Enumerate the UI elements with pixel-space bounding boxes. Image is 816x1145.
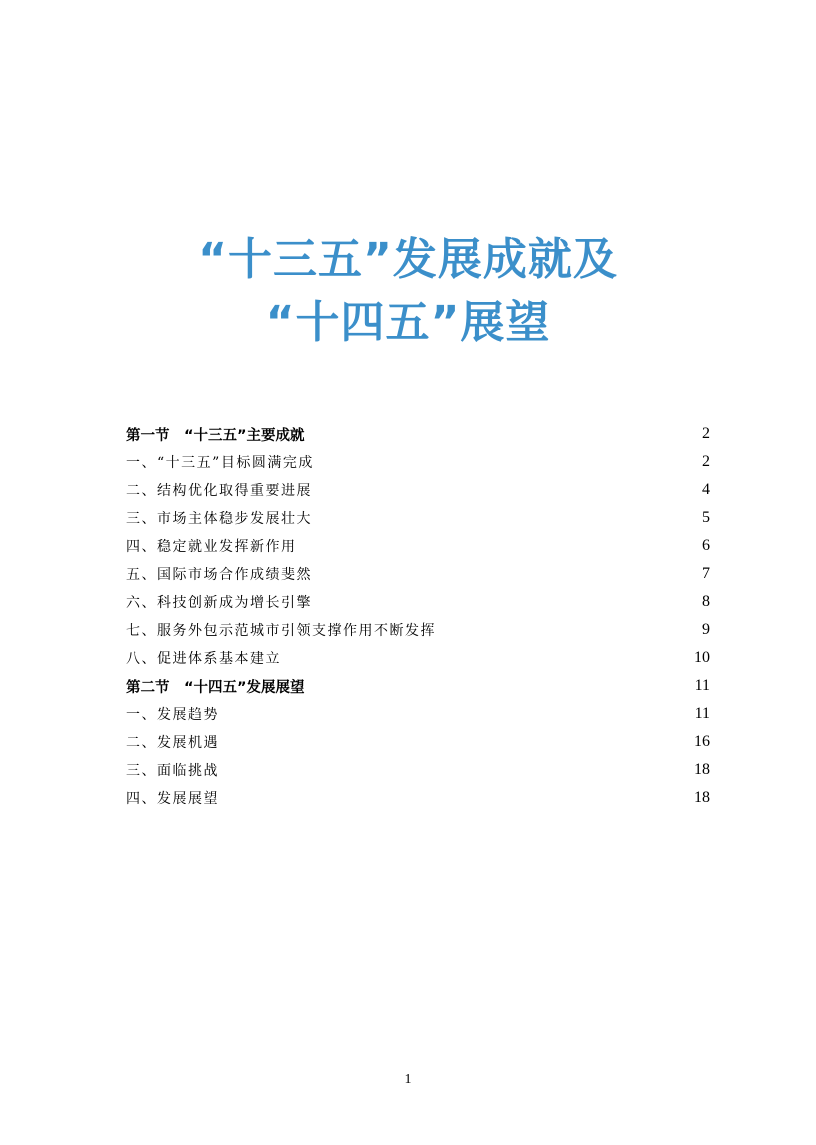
toc-entry-label: 二、结构优化取得重要进展 — [126, 483, 312, 499]
toc-item-entry[interactable] — [126, 504, 710, 532]
toc-item-entry[interactable] — [126, 560, 710, 588]
toc-item-entry[interactable] — [126, 616, 710, 644]
toc-entry-page-number: 6 — [702, 537, 710, 554]
toc-entry-label: 二、发展机遇 — [126, 735, 219, 751]
toc-item-entry[interactable] — [126, 448, 710, 476]
toc-entry-page-number: 18 — [694, 761, 710, 778]
toc-item-entry[interactable] — [126, 700, 710, 728]
toc-entry-page-number: 11 — [694, 677, 710, 694]
document-title-line-2: “十四五”展望 — [265, 297, 551, 348]
toc-section-entry[interactable] — [126, 420, 710, 448]
toc-entry-label: 三、市场主体稳步发展壮大 — [126, 511, 312, 527]
document-title-line-1: “十三五”发展成就及 — [198, 234, 618, 285]
toc-entry-page-number: 7 — [702, 565, 710, 582]
toc-entry-page-number: 2 — [702, 453, 710, 470]
toc-item-entry[interactable] — [126, 476, 710, 504]
toc-item-entry[interactable] — [126, 784, 710, 812]
toc-entry-label: 第二节 “十四五”发展展望 — [126, 679, 305, 696]
toc-entry-page-number: 9 — [702, 621, 710, 638]
toc-entry-page-number: 16 — [694, 733, 710, 750]
toc-entry-label: 四、发展展望 — [126, 791, 219, 807]
toc-item-entry[interactable] — [126, 728, 710, 756]
toc-item-entry[interactable] — [126, 644, 710, 672]
toc-item-entry[interactable] — [126, 532, 710, 560]
toc-entry-label: 七、服务外包示范城市引领支撑作用不断发挥 — [126, 623, 436, 639]
toc-entry-label: 五、国际市场合作成绩斐然 — [126, 567, 312, 583]
toc-item-entry[interactable] — [126, 756, 710, 784]
toc-section-entry[interactable] — [126, 672, 710, 700]
toc-entry-page-number: 8 — [702, 593, 710, 610]
toc-entry-page-number: 11 — [694, 705, 710, 722]
toc-entry-label: 四、稳定就业发挥新作用 — [126, 539, 297, 555]
page-number: 1 — [404, 1072, 412, 1087]
toc-item-entry[interactable] — [126, 588, 710, 616]
toc-entry-page-number: 10 — [694, 649, 710, 666]
toc-entry-label: 六、科技创新成为增长引擎 — [126, 595, 312, 611]
toc-entry-page-number: 2 — [702, 425, 710, 442]
toc-entry-label: 一、发展趋势 — [126, 707, 219, 723]
table-of-contents — [126, 420, 710, 812]
toc-entry-label: 一、“十三五”目标圆满完成 — [126, 455, 314, 471]
toc-entry-page-number: 4 — [702, 481, 710, 498]
toc-entry-label: 三、面临挑战 — [126, 763, 219, 779]
toc-entry-page-number: 18 — [694, 789, 710, 806]
toc-entry-label: 八、促进体系基本建立 — [126, 651, 281, 667]
toc-entry-page-number: 5 — [702, 509, 710, 526]
toc-entry-label: 第一节 “十三五”主要成就 — [126, 427, 305, 444]
